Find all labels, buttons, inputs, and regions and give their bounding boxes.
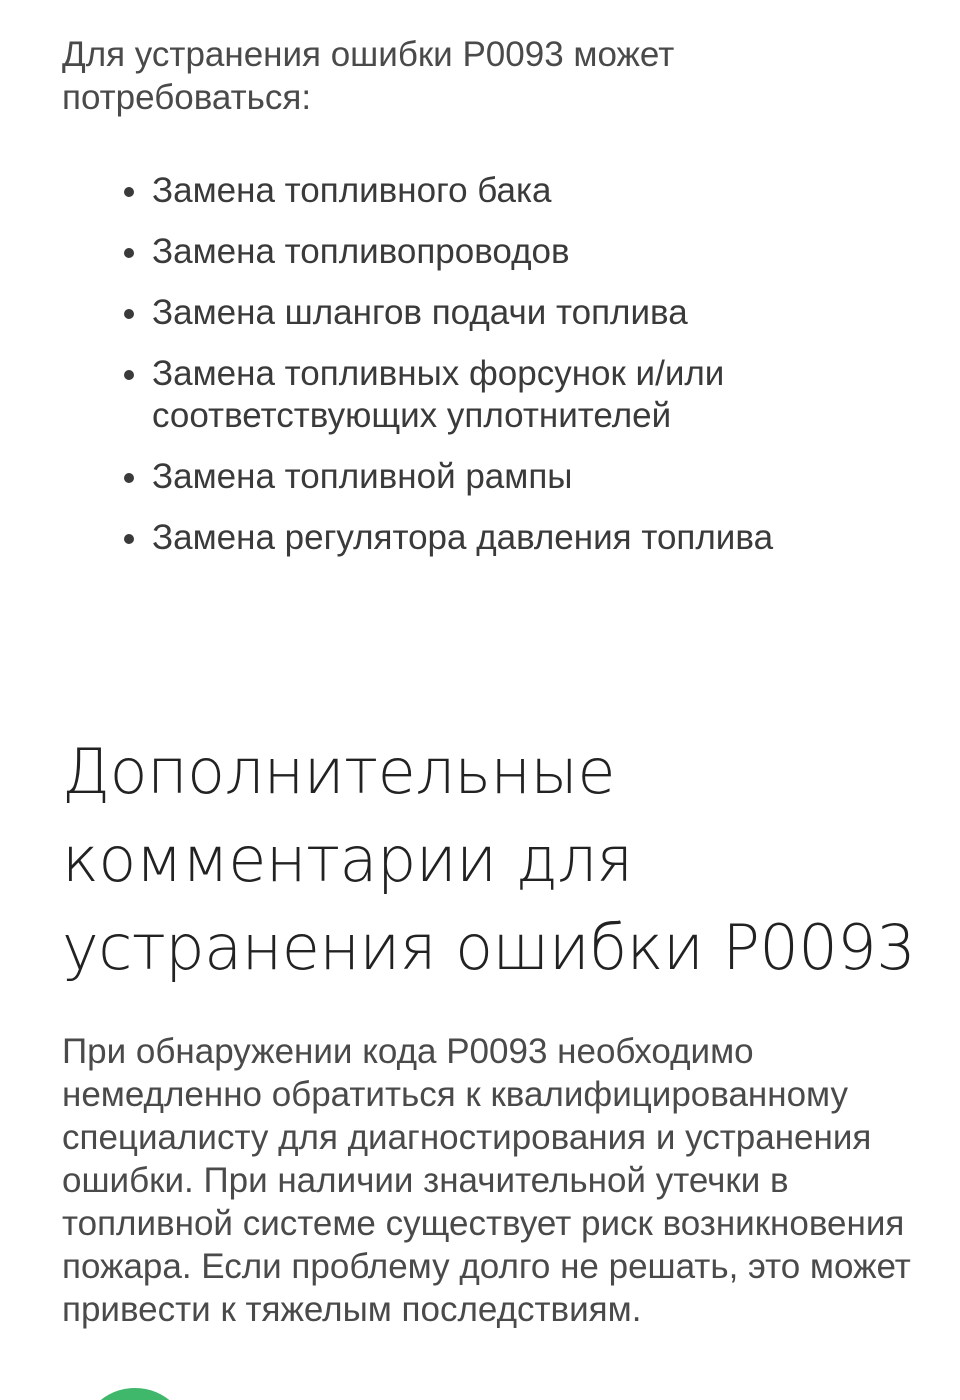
list-item bbox=[152, 231, 912, 273]
list-item bbox=[152, 456, 912, 498]
bullet-icon bbox=[124, 248, 134, 258]
bullet-icon bbox=[124, 473, 134, 483]
list-item-text: Замена шлангов подачи топлива bbox=[152, 293, 688, 332]
section-heading: Дополнительные комментарии для устранения ошибки P0093 bbox=[62, 735, 916, 984]
fix-list bbox=[152, 170, 912, 578]
bullet-icon bbox=[124, 309, 134, 319]
bullet-icon bbox=[124, 370, 134, 380]
list-item-text: Замена топливной рампы bbox=[152, 457, 573, 496]
list-item bbox=[152, 353, 912, 437]
list-item-text: Замена топливных форсунок и/или соответствующих уплотнителей bbox=[152, 354, 725, 435]
list-item bbox=[152, 292, 912, 334]
intro-paragraph: Для устранения ошибки P0093 может потребоваться: bbox=[62, 35, 675, 117]
bullet-icon bbox=[124, 187, 134, 197]
list-item-text: Замена регулятора давления топлива bbox=[152, 518, 774, 557]
body-paragraph: При обнаружении кода P0093 необходимо немедленно обратиться к квалифицированному специалисту для диагностирования и устранения ошибки. При наличии значительной утечки в топливной системе существует риск возникновения пожара. Если проблему долго не решать, это может привести к тяжелым последствиям. bbox=[62, 1032, 911, 1329]
list-item-text: Замена топливного бака bbox=[152, 171, 552, 210]
floating-action-button[interactable] bbox=[80, 1388, 190, 1400]
list-item-text: Замена топливопроводов bbox=[152, 232, 570, 271]
list-item bbox=[152, 517, 912, 559]
bullet-icon bbox=[124, 534, 134, 544]
list-item bbox=[152, 170, 912, 212]
